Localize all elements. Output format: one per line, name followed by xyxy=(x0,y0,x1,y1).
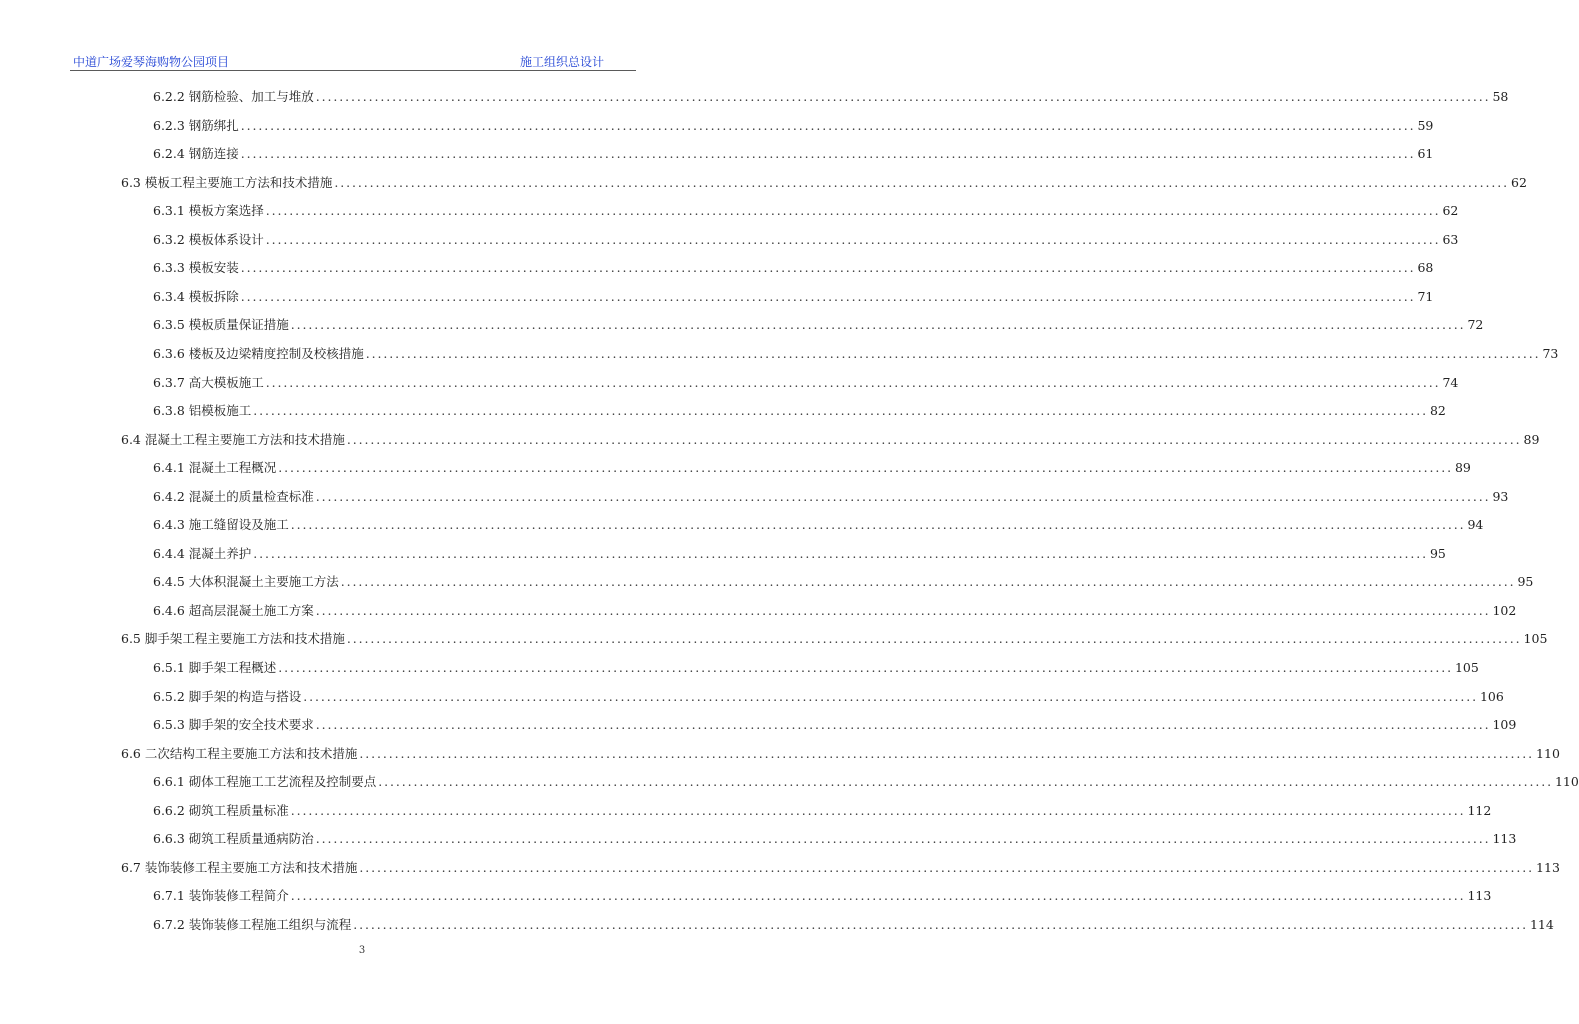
toc-leader-dots: ........................................................................................................................................................................................................ xyxy=(334,174,1510,190)
toc-entry-title: 6.3.4 模板拆除 xyxy=(153,288,239,304)
toc-entry-page: 72 xyxy=(1467,317,1484,333)
toc-entry-title: 6.4.4 混凝土养护 xyxy=(153,545,252,561)
toc-subsection-entry[interactable] xyxy=(153,800,1492,822)
toc-entry-title: 6.4 混凝土工程主要施工方法和技术措施 xyxy=(121,431,345,447)
toc-entry-title: 6.4.5 大体积混凝土主要施工方法 xyxy=(153,574,339,590)
toc-subsection-entry[interactable] xyxy=(153,400,1446,422)
toc-entry-title: 6.6 二次结构工程主要施工方法和技术措施 xyxy=(121,745,358,761)
toc-entry-page: 63 xyxy=(1442,231,1459,247)
toc-leader-dots: ........................................................................................................................................................................................................ xyxy=(278,460,1453,476)
toc-section-entry[interactable] xyxy=(121,429,1540,451)
toc-entry-page: 113 xyxy=(1467,888,1492,904)
toc-entry-page: 89 xyxy=(1454,460,1471,476)
toc-entry-page: 114 xyxy=(1529,916,1554,932)
toc-subsection-entry[interactable] xyxy=(153,543,1446,565)
toc-entry-title: 6.4.2 混凝土的质量检查标准 xyxy=(153,488,314,504)
toc-leader-dots: ........................................................................................................................................................................................................ xyxy=(278,660,1453,675)
toc-subsection-entry[interactable] xyxy=(153,86,1509,108)
toc-entry-page: 102 xyxy=(1492,602,1517,618)
toc-entry-title: 6.5.2 脚手架的构造与搭设 xyxy=(153,688,302,704)
toc-entry-title: 6.6.3 砌筑工程质量通病防治 xyxy=(153,831,314,847)
toc-leader-dots: ........................................................................................................................................................................................................ xyxy=(265,374,1441,390)
toc-subsection-entry[interactable] xyxy=(153,486,1509,508)
toc-entry-title: 6.7.1 装饰装修工程简介 xyxy=(153,888,289,904)
toc-entry-title: 6.7.2 装饰装修工程施工组织与流程 xyxy=(153,916,352,932)
toc-entry-title: 6.3.2 模板体系设计 xyxy=(153,231,264,247)
toc-entry-page: 73 xyxy=(1542,345,1559,361)
toc-entry-page: 113 xyxy=(1492,831,1517,847)
project-name: 中道广场爱琴海购物公园项目 xyxy=(73,55,230,69)
toc-leader-dots: ........................................................................................................................................................................................................ xyxy=(315,89,1491,104)
toc-entry-page: 106 xyxy=(1479,688,1504,704)
toc-subsection-entry[interactable] xyxy=(153,286,1434,308)
toc-leader-dots: ........................................................................................................................................................................................................ xyxy=(315,717,1491,733)
toc-leader-dots: ........................................................................................................................................................................................................ xyxy=(240,288,1416,304)
toc-leader-dots: ........................................................................................................................................................................................................ xyxy=(365,345,1541,361)
toc-entry-page: 95 xyxy=(1517,574,1534,590)
toc-entry-title: 6.4.6 超高层混凝土施工方案 xyxy=(153,602,314,618)
toc-entry-page: 110 xyxy=(1536,745,1560,761)
toc-section-entry[interactable] xyxy=(121,628,1548,650)
document-title: 施工组织总设计 xyxy=(519,55,604,69)
toc-entry-page: 82 xyxy=(1429,403,1446,419)
toc-entry-title: 6.3.1 模板方案选择 xyxy=(153,203,264,219)
toc-entry-page: 61 xyxy=(1417,146,1434,162)
toc-subsection-entry[interactable] xyxy=(153,914,1554,936)
page-number: 3 xyxy=(358,945,366,956)
toc-leader-dots: ........................................................................................................................................................................................................ xyxy=(315,488,1491,504)
toc-entry-page: 105 xyxy=(1523,631,1548,647)
toc-entry-page: 105 xyxy=(1454,660,1479,675)
toc-section-entry[interactable] xyxy=(121,857,1560,879)
toc-entry-title: 6.2.2 钢筋检验、加工与堆放 xyxy=(153,89,314,104)
toc-subsection-entry[interactable] xyxy=(153,457,1471,479)
toc-leader-dots: ........................................................................................................................................................................................................ xyxy=(240,146,1416,162)
toc-entry-title: 6.5.1 脚手架工程概述 xyxy=(153,660,277,675)
toc-leader-dots: ........................................................................................................................................................................................................ xyxy=(290,802,1466,818)
toc-entry-page: 68 xyxy=(1417,260,1434,276)
toc-leader-dots: ........................................................................................................................................................................................................ xyxy=(353,916,1528,932)
toc-leader-dots: ........................................................................................................................................................................................................ xyxy=(290,317,1466,333)
toc-subsection-entry[interactable] xyxy=(153,372,1459,394)
toc-entry-title: 6.5 脚手架工程主要施工方法和技术措施 xyxy=(121,631,345,647)
toc-subsection-entry[interactable] xyxy=(153,314,1484,336)
toc-subsection-entry[interactable] xyxy=(153,115,1434,137)
toc-entry-page: 110 xyxy=(1554,774,1579,790)
toc-entry-page: 89 xyxy=(1523,431,1540,447)
toc-leader-dots: ........................................................................................................................................................................................................ xyxy=(346,631,1522,647)
toc-subsection-entry[interactable] xyxy=(153,657,1479,679)
toc-entry-title: 6.2.4 钢筋连接 xyxy=(153,146,239,162)
toc-subsection-entry[interactable] xyxy=(153,600,1517,622)
toc-leader-dots: ........................................................................................................................................................................................................ xyxy=(253,403,1428,419)
toc-entry-title: 6.3.8 铝模板施工 xyxy=(153,403,252,419)
toc-leader-dots: ........................................................................................................................................................................................................ xyxy=(340,574,1516,590)
toc-leader-dots: ........................................................................................................................................................................................................ xyxy=(265,203,1441,219)
toc-entry-page: 94 xyxy=(1467,517,1484,533)
toc-entry-title: 6.6.2 砌筑工程质量标准 xyxy=(153,802,289,818)
toc-entry-title: 6.3.6 楼板及边梁精度控制及校核措施 xyxy=(153,345,364,361)
toc-subsection-entry[interactable] xyxy=(153,771,1579,793)
toc-subsection-entry[interactable] xyxy=(153,686,1504,708)
toc-leader-dots: ........................................................................................................................................................................................................ xyxy=(378,774,1553,790)
toc-entry-page: 62 xyxy=(1511,174,1527,190)
toc-leader-dots: ........................................................................................................................................................................................................ xyxy=(315,602,1491,618)
toc-subsection-entry[interactable] xyxy=(153,143,1434,165)
toc-entry-title: 6.3.3 模板安装 xyxy=(153,260,239,276)
toc-subsection-entry[interactable] xyxy=(153,828,1517,850)
toc-leader-dots: ........................................................................................................................................................................................................ xyxy=(303,688,1478,704)
toc-leader-dots: ........................................................................................................................................................................................................ xyxy=(359,859,1535,875)
toc-subsection-entry[interactable] xyxy=(153,200,1459,222)
toc-entry-page: 112 xyxy=(1467,802,1492,818)
toc-subsection-entry[interactable] xyxy=(153,714,1517,736)
toc-leader-dots: ........................................................................................................................................................................................................ xyxy=(240,117,1416,133)
toc-subsection-entry[interactable] xyxy=(153,257,1434,279)
toc-section-entry[interactable] xyxy=(121,743,1560,765)
toc-subsection-entry[interactable] xyxy=(153,571,1534,593)
toc-entry-title: 6.2.3 钢筋绑扎 xyxy=(153,117,239,133)
toc-entry-title: 6.6.1 砌体工程施工工艺流程及控制要点 xyxy=(153,774,377,790)
toc-leader-dots: ........................................................................................................................................................................................................ xyxy=(290,888,1466,904)
page-header xyxy=(70,50,636,71)
toc-leader-dots: ........................................................................................................................................................................................................ xyxy=(359,745,1535,761)
toc-section-entry[interactable] xyxy=(121,172,1527,194)
toc-entry-title: 6.3.7 高大模板施工 xyxy=(153,374,264,390)
toc-subsection-entry[interactable] xyxy=(153,514,1484,536)
toc-entry-title: 6.5.3 脚手架的安全技术要求 xyxy=(153,717,314,733)
toc-leader-dots: ........................................................................................................................................................................................................ xyxy=(346,431,1522,447)
toc-entry-page: 59 xyxy=(1417,117,1434,133)
toc-subsection-entry[interactable] xyxy=(153,229,1459,251)
toc-entry-page: 62 xyxy=(1442,203,1459,219)
toc-subsection-entry[interactable] xyxy=(153,343,1559,365)
toc-leader-dots: ........................................................................................................................................................................................................ xyxy=(253,545,1428,561)
toc-entry-page: 71 xyxy=(1417,288,1434,304)
toc-entry-title: 6.4.1 混凝土工程概况 xyxy=(153,460,277,476)
toc-leader-dots: ........................................................................................................................................................................................................ xyxy=(290,517,1466,533)
toc-leader-dots: ........................................................................................................................................................................................................ xyxy=(265,231,1441,247)
toc-entry-title: 6.4.3 施工缝留设及施工 xyxy=(153,517,289,533)
toc-entry-page: 109 xyxy=(1492,717,1517,733)
toc-entry-title: 6.7 装饰装修工程主要施工方法和技术措施 xyxy=(121,859,358,875)
toc-entry-title: 6.3.5 模板质量保证措施 xyxy=(153,317,289,333)
toc-entry-title: 6.3 模板工程主要施工方法和技术措施 xyxy=(121,174,333,190)
toc-leader-dots: ........................................................................................................................................................................................................ xyxy=(315,831,1491,847)
toc-leader-dots: ........................................................................................................................................................................................................ xyxy=(240,260,1416,276)
toc-subsection-entry[interactable] xyxy=(153,885,1492,907)
toc-entry-page: 93 xyxy=(1492,488,1509,504)
toc-entry-page: 113 xyxy=(1536,859,1560,875)
toc-entry-page: 74 xyxy=(1442,374,1459,390)
toc-entry-page: 95 xyxy=(1429,545,1446,561)
toc-entry-page: 58 xyxy=(1492,89,1509,104)
